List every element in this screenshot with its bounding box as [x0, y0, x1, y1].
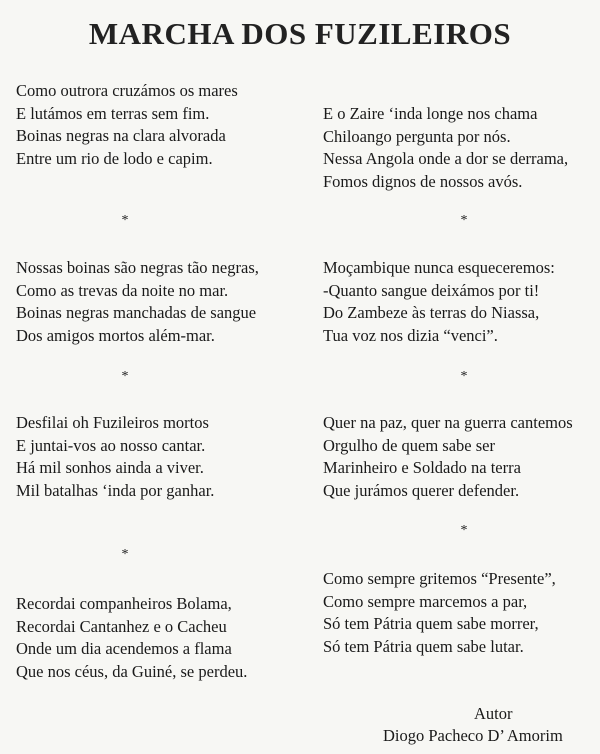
verse-line: Chiloango pergunta por nós.	[323, 126, 511, 146]
left-stanza-2	[16, 257, 259, 347]
left-stanza-1	[16, 80, 238, 170]
verse-line: Dos amigos mortos além-mar.	[16, 325, 215, 345]
verse-line: Como sempre marcemos a par,	[323, 591, 528, 611]
verse-line: Do Zambeze às terras do Niassa,	[323, 303, 540, 322]
verse-line: Como outrora cruzámos os mares	[16, 81, 238, 100]
verse-line: E juntai-vos ao nosso cantar.	[16, 435, 206, 455]
verse-line: Boinas negras na clara alvorada	[16, 126, 226, 145]
verse-line: Há mil sonhos ainda a viver.	[16, 458, 204, 477]
verse-line: Só tem Pátria quem sabe morrer,	[323, 614, 539, 633]
stanza-separator: *	[460, 213, 468, 228]
verse-line: Que jurámos querer defender.	[323, 480, 520, 500]
stanza-separator: *	[121, 369, 129, 384]
right-stanza-3	[323, 412, 573, 502]
author-label: Autor	[474, 704, 513, 723]
stanza-separator: *	[460, 523, 468, 538]
verse-line: Entre um rio de lodo e capim.	[16, 148, 213, 168]
right-stanza-1	[323, 103, 568, 193]
verse-line: Marinheiro e Soldado na terra	[323, 458, 521, 477]
verse-line: Nessa Angola onde a dor se derrama,	[323, 149, 569, 168]
verse-line: Nossas boinas são negras tão negras,	[16, 258, 259, 277]
verse-line: Quer na paz, quer na guerra cantemos	[323, 413, 573, 432]
verse-line: Desfilai oh Fuzileiros mortos	[16, 413, 209, 432]
verse-line: Recordai Cantanhez e o Cacheu	[16, 616, 227, 636]
left-stanza-4	[16, 593, 247, 683]
left-stanza-3	[16, 412, 214, 502]
verse-line: -Quanto sangue deixámos por ti!	[323, 280, 540, 300]
stanza-separator: *	[121, 547, 129, 562]
stanza-separator: *	[121, 213, 129, 228]
verse-line: Recordai companheiros Bolama,	[16, 594, 232, 613]
verse-line: Orgulho de quem sabe ser	[323, 435, 495, 455]
verse-line: Só tem Pátria quem sabe lutar.	[323, 636, 524, 656]
verse-line: Como as trevas da noite no mar.	[16, 280, 229, 300]
right-stanza-2	[323, 257, 555, 347]
stanza-separator: *	[460, 369, 468, 384]
page-title: MARCHA DOS FUZILEIROS	[88, 16, 512, 51]
author-name: Diogo Pacheco D’ Amorim	[383, 726, 563, 745]
verse-line: Tua voz nos dizia “venci”.	[323, 325, 498, 345]
verse-line: Moçambique nunca esqueceremos:	[323, 258, 555, 277]
verse-line: Que nos céus, da Guiné, se perdeu.	[16, 661, 248, 681]
right-stanza-4	[323, 568, 556, 658]
verse-line: Mil batalhas ‘inda por ganhar.	[16, 480, 215, 500]
verse-line: E o Zaire ‘inda longe nos chama	[323, 104, 538, 123]
verse-line: Fomos dignos de nossos avós.	[323, 171, 523, 191]
verse-line: Onde um dia acendemos a flama	[16, 639, 232, 658]
verse-line: Como sempre gritemos “Presente”,	[323, 569, 556, 588]
verse-line: Boinas negras manchadas de sangue	[16, 303, 257, 322]
verse-line: E lutámos em terras sem fim.	[16, 103, 210, 123]
